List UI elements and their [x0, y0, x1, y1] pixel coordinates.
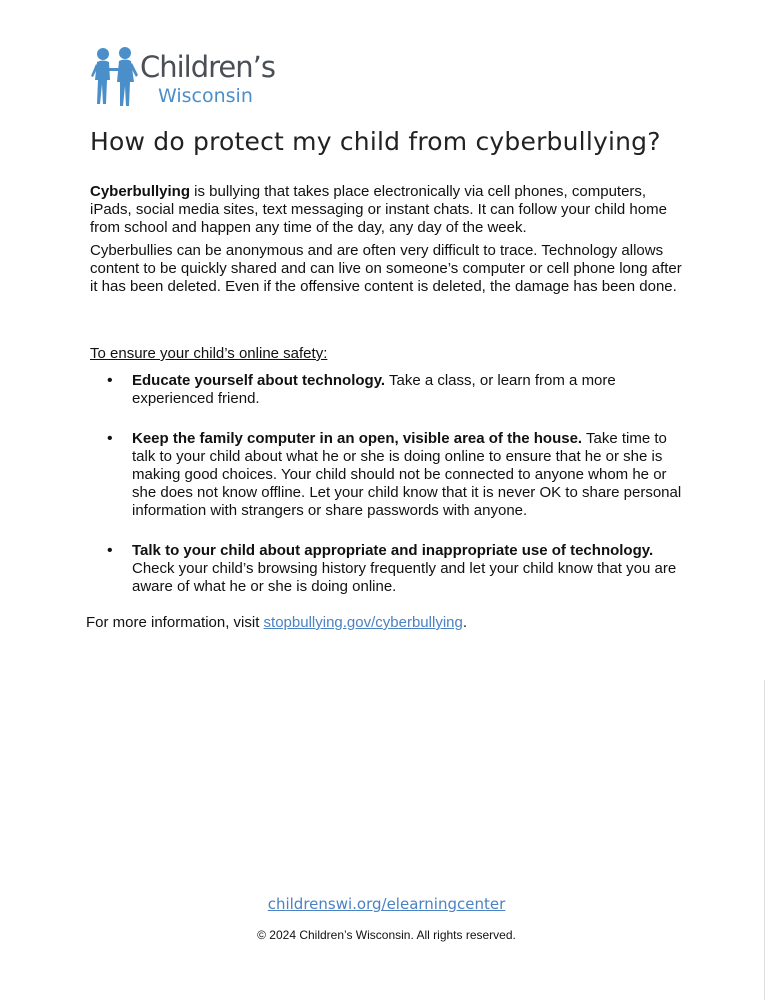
two-children-holding-hands-icon: [90, 46, 140, 110]
logo: [90, 46, 290, 112]
tip-heading: Talk to your child about appropriate and inappropriate use of technology.: [132, 542, 654, 559]
scan-edge-divider: [764, 680, 765, 1000]
stopbullying-link[interactable]: stopbullying.gov/cyberbullying: [263, 614, 463, 631]
logo-subname: Wisconsin: [158, 85, 253, 107]
elearning-center-link[interactable]: childrenswi.org/elearningcenter: [267, 895, 506, 913]
tip-text: Check your child’s browsing history frequently and let your child know that you are aware of what he or she is doing online.: [132, 560, 677, 595]
copyright: © 2024 Children’s Wisconsin. All rights reserved.: [257, 928, 516, 942]
list-item: [104, 372, 688, 408]
safety-tips-list: [104, 372, 688, 618]
intro-text: is bullying that takes place electronically via cell phones, computers, iPads, social media sites, text messaging or instant chats. It can follow your child home from school and happen any time of the day, any day of the week.: [90, 183, 667, 236]
list-item: [104, 430, 688, 520]
tip-heading: Educate yourself about technology.: [132, 372, 386, 389]
more-info: [86, 614, 467, 631]
logo-name: Children’s: [140, 50, 275, 84]
anonymity-paragraph: Cyberbullies can be anonymous and are often very difficult to trace. Technology allows content to be quickly shared and can live on someone’s computer or cell phone long after it has been deleted. Even if the offensive content is deleted, the damage has been done.: [90, 242, 682, 295]
intro-paragraph: [90, 183, 690, 237]
intro-bold-term: Cyberbullying: [90, 183, 191, 200]
more-info-suffix: .: [462, 614, 468, 631]
page-title: How do protect my child from cyberbullying?: [90, 127, 661, 156]
safety-heading: To ensure your child’s online safety:: [90, 345, 328, 362]
tip-heading: Keep the family computer in an open, visible area of the house.: [132, 430, 583, 447]
tip-text: Take a class, or learn from a more experienced friend.: [132, 372, 616, 407]
list-item: [104, 542, 688, 596]
more-info-prefix: For more information, visit: [86, 614, 264, 631]
tip-text: Take time to talk to your child about what he or she is doing online to ensure that he or she is making good choices. Your child should not be connected to anyone whom he or she does not know offline. Let your child know that it is never OK to share personal information with strangers or share passwords with anyone.: [132, 430, 682, 519]
